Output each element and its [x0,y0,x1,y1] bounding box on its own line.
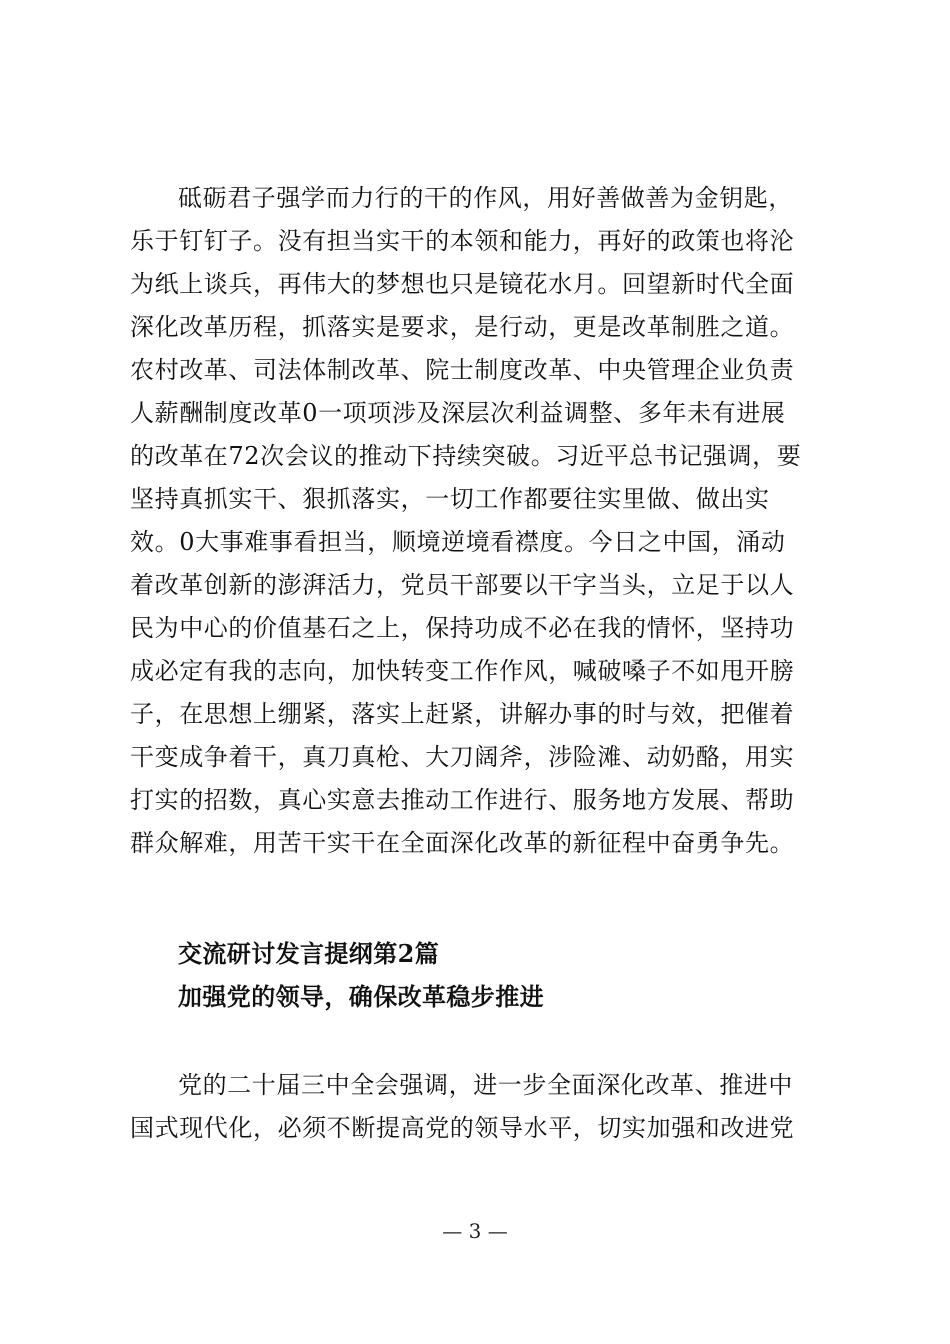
paragraph-2-line: 党的二十届三中全会强调，进一步全面深化改革、推进中 [178,1071,793,1099]
paragraph-1-line: 的改革在72次会议的推动下持续突破。习近平总书记强调，要 [130,442,802,470]
section-subheading: 加强党的领导，确保改革稳步推进 [178,982,544,1011]
section-heading: 交流研讨发言提纲第2篇 [178,939,440,968]
paragraph-1-line: 深化改革历程，抓落实是要求，是行动，更是改革制胜之道。 [130,313,795,341]
paragraph-1-line: 效。0大事难事看担当，顺境逆境看襟度。今日之中国，涌动 [130,528,786,556]
paragraph-1-line: 打实的招数，真心实意去推动工作进行、服务地方发展、帮助 [130,786,795,814]
paragraph-1-line: 砥砺君子强学而力行的干的作风，用好善做善为金钥匙， [178,184,793,212]
paragraph-1-line: 为纸上谈兵，再伟大的梦想也只是镜花水月。回望新时代全面 [130,270,795,298]
paragraph-1-line: 乐于钉钉子。没有担当实干的本领和能力，再好的政策也将沦 [130,227,795,255]
paragraph-1-line: 着改革创新的澎湃活力，党员干部要以干字当头，立足于以人 [130,571,795,599]
paragraph-1-line: 成必定有我的志向，加快转变工作作风，喊破嗓子不如甩开膀 [130,657,795,685]
paragraph-1-line: 干变成争着干，真刀真枪、大刀阔斧，涉险滩、动奶酪，用实 [130,743,795,771]
paragraph-1-line: 坚持真抓实干、狠抓落实，一切工作都要往实里做、做出实 [130,485,770,513]
paragraph-1-line: 人薪酬制度改革0一项项涉及深层次利益调整、多年未有进展 [130,399,786,427]
paragraph-1-line: 子，在思想上绷紧，落实上赶紧，讲解办事的时与效，把催着 [130,700,795,728]
paragraph-1-line: 农村改革、司法体制改革、院士制度改革、中央管理企业负责 [130,356,795,384]
paragraph-1-line: 群众解难，用苦干实干在全面深化改革的新征程中奋勇争先。 [130,829,795,857]
paragraph-2-line: 国式现代化，必须不断提高党的领导水平，切实加强和改进党 [130,1114,795,1142]
page-number: — 3 — [442,1219,508,1243]
paragraph-1-line: 民为中心的价值基石之上，保持功成不必在我的情怀，坚持功 [130,614,795,642]
